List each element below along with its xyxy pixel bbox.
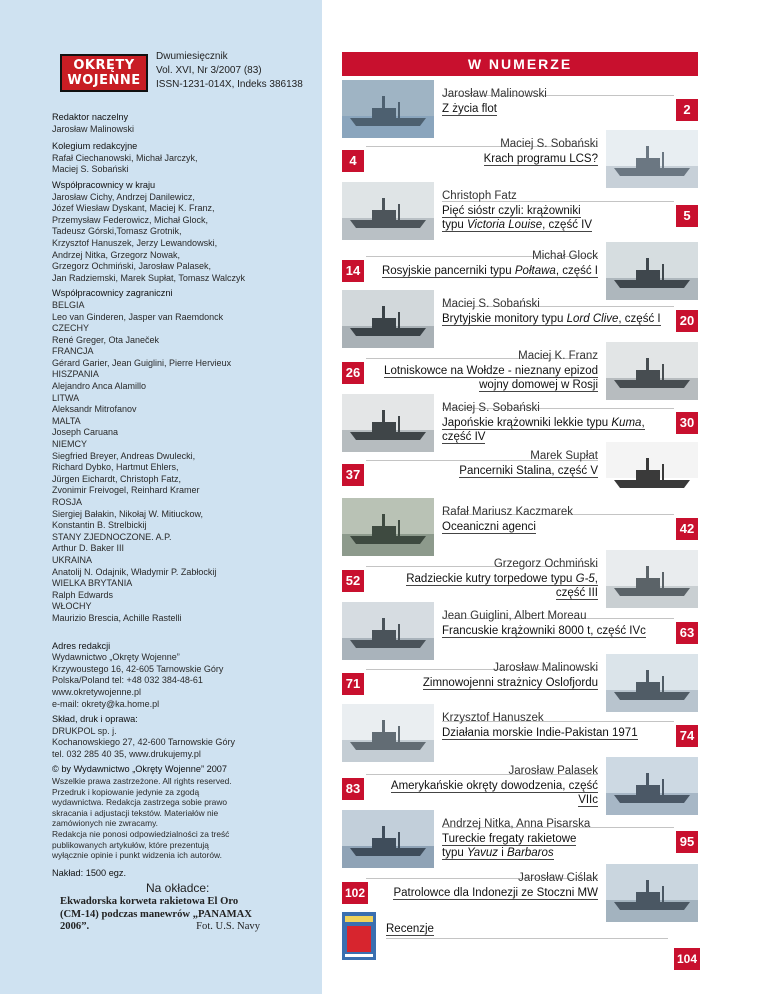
article-title[interactable]: Oceaniczni agenci — [442, 521, 536, 533]
copyright-line: wyłącznie opinie i punkt widzenia ich autorów. — [52, 850, 222, 861]
domestic-line: Andrzej Nitka, Grzegorz Nowak, — [52, 249, 181, 260]
foreign-line: Siergiej Bałakin, Nikołaj W. Mitiuckow, — [52, 508, 204, 519]
domestic-line: Jan Radziemski, Marek Supłat, Tomasz Walczyk — [52, 272, 246, 283]
domestic-line: Przemysław Federowicz, Michał Glock, — [52, 214, 209, 225]
foreign-line: UKRAINA — [52, 554, 93, 565]
toc-entry[interactable] — [342, 808, 698, 862]
foreign-line: Alejandro Anca Alamillo — [52, 381, 147, 392]
separator-rule — [366, 256, 598, 257]
page-number-badge[interactable]: 42 — [676, 518, 698, 540]
article-author: Marek Supłat — [530, 450, 598, 462]
page-number-badge[interactable]: 26 — [342, 362, 364, 384]
domestic-line: Jarosław Cichy, Andrzej Danilewicz, — [52, 191, 195, 202]
foreign-line: WŁOCHY — [52, 601, 92, 612]
board-line: Maciej S. Sobański — [52, 164, 129, 175]
print-heading: Skład, druk i oprawa: — [52, 714, 138, 725]
copyright-line: wydawnictwa. Redakcja zastrzega sobie prawo — [52, 797, 228, 808]
toc-entry[interactable] — [342, 600, 698, 652]
toc-entry[interactable] — [342, 862, 698, 910]
article-title[interactable]: Patrolowce dla Indonezji ze Stoczni MW — [393, 887, 598, 899]
masthead-info — [156, 50, 303, 92]
article-title[interactable]: Pancerniki Stalina, część V — [459, 465, 598, 477]
cover-heading: Na okładce: — [146, 881, 210, 895]
foreign-line: WIELKA BRYTANIA — [52, 578, 133, 589]
page-number-badge[interactable]: 74 — [676, 725, 698, 747]
separator-rule — [366, 566, 598, 567]
foreign-line: CZECHY — [52, 323, 90, 334]
copyright-line: Wszelkie prawa zastrzeżone. All rights reserved. — [52, 776, 232, 787]
article-author: Christoph Fatz — [442, 190, 517, 202]
board-line: Rafał Ciechanowski, Michał Jarczyk, — [52, 152, 198, 163]
cover-description — [60, 896, 300, 934]
article-title[interactable]: VIIc — [578, 794, 598, 806]
foreign-line: Anatolij N. Odajnik, Władymir P. Zabłockij — [52, 566, 217, 577]
toc-entry[interactable] — [342, 240, 698, 288]
article-title[interactable]: Z życia flot — [442, 103, 497, 115]
toc-entry[interactable] — [342, 180, 698, 238]
article-author: Krzysztof Hanuszek — [442, 712, 544, 724]
page-number-badge[interactable]: 63 — [676, 622, 698, 644]
article-title[interactable]: Radzieckie kutry torpedowe typu G-5, — [406, 573, 598, 585]
article-author: Grzegorz Ochmiński — [493, 558, 598, 570]
domestic-line: Grzegorz Ochmiński, Jarosław Palasek, — [52, 261, 212, 272]
print-line: Kochanowskiego 27, 42-600 Tarnowskie Góry — [52, 737, 235, 748]
staff-list — [52, 112, 312, 879]
magazine-logo[interactable] — [60, 54, 148, 92]
foreign-line: Ralph Edwards — [52, 589, 114, 600]
cover-line-with-credit — [60, 921, 300, 934]
website-link[interactable]: www.okretywojenne.pl — [52, 686, 142, 697]
foreign-line: Zvonimir Freivogel, Reinhard Kramer — [52, 485, 200, 496]
article-title[interactable]: Recenzje — [386, 923, 434, 935]
toc-heading: W NUMERZE — [342, 52, 698, 76]
volume: Vol. XVI, Nr 3/2007 (83) — [156, 65, 262, 76]
print-line: DRUKPOL sp. j. — [52, 725, 117, 736]
article-title[interactable]: Pięć sióstr czyli: krążowniki — [442, 205, 581, 217]
article-title[interactable]: Amerykańskie okręty dowodzenia, część — [390, 780, 598, 792]
article-author: Jean Guiglini, Albert Moreau — [442, 610, 587, 622]
foreign-line: Maurizio Brescia, Achille Rastelli — [52, 612, 182, 623]
cover-credit: Fot. U.S. Navy — [196, 921, 260, 933]
page-number-badge[interactable]: 30 — [676, 412, 698, 434]
article-title[interactable]: część IV — [442, 431, 486, 443]
toc-entry[interactable] — [342, 288, 698, 340]
toc-entry[interactable] — [342, 78, 698, 128]
separator-rule — [442, 201, 674, 202]
separator-rule — [442, 721, 674, 722]
page-number-badge[interactable]: 4 — [342, 150, 364, 172]
article-title[interactable]: Działania morskie Indie-Pakistan 1971 — [442, 727, 638, 739]
foreign-line: HISZPANIA — [52, 369, 99, 380]
article-title[interactable]: Tureckie fregaty rakietowe — [442, 833, 577, 845]
print-line: tel. 032 285 40 35, www.drukujemy.pl — [52, 748, 201, 759]
foreign-line: Leo van Ginderen, Jasper van Raemdonck — [52, 311, 224, 322]
article-author: Michał Glock — [532, 250, 598, 262]
toc-entry[interactable] — [342, 910, 698, 970]
cover-line: 2006”. — [60, 921, 90, 933]
foreign-line: Richard Dybko, Hartmut Ehlers, — [52, 462, 179, 473]
page-number-badge[interactable]: 20 — [676, 310, 698, 332]
issn: ISSN-1231-014X, Indeks 386138 — [156, 79, 303, 90]
separator-rule — [366, 460, 598, 461]
domestic-line: Krzysztof Hanuszek, Jerzy Lewandowski, — [52, 237, 218, 248]
separator-rule — [386, 938, 668, 939]
foreign-line: MALTA — [52, 415, 81, 426]
article-title[interactable]: Brytyjskie monitory typu Lord Clive, część I — [442, 313, 661, 325]
book-cover-thumbnail[interactable] — [342, 912, 376, 960]
masthead — [60, 48, 320, 98]
page-number-badge[interactable]: 104 — [674, 948, 700, 970]
foreign-line: Aleksandr Mitrofanov — [52, 404, 137, 415]
page-number-badge[interactable]: 52 — [342, 570, 364, 592]
page-number-badge[interactable]: 5 — [676, 205, 698, 227]
article-title[interactable]: Rosyjskie pancerniki typu Połtawa, część I — [381, 265, 598, 277]
copyright-line: publikowanych artykułów, które prezentują — [52, 839, 209, 850]
copyright-line: skracania i adjustacji tekstów. Materiałów nie — [52, 807, 219, 818]
copyright-line: Redakcja nie ponosi odpowiedzialności za treść — [52, 829, 230, 840]
separator-rule — [442, 618, 674, 619]
foreign-line: Jürgen Eichardt, Christoph Fatz, — [52, 473, 182, 484]
toc-entry[interactable] — [342, 392, 698, 443]
article-title[interactable]: Zimnowojenni strażnicy Oslofjordu — [422, 677, 598, 689]
domestic-heading: Współpracownicy w kraju — [52, 179, 156, 190]
ship-photo-thumbnail[interactable] — [342, 810, 434, 868]
page-number-badge[interactable]: 71 — [342, 673, 364, 695]
page-number-badge[interactable]: 95 — [676, 831, 698, 853]
separator-rule — [442, 514, 674, 515]
foreign-line: Arthur D. Baker III — [52, 543, 125, 554]
board-heading: Kolegium redakcyjne — [52, 141, 138, 152]
frequency: Dwumiesięcznik — [156, 51, 228, 62]
separator-rule — [366, 669, 598, 670]
foreign-line: STANY ZJEDNOCZONE. A.P. — [52, 531, 172, 542]
article-author: Jarosław Malinowski — [442, 88, 547, 100]
ship-photo-thumbnail[interactable] — [606, 442, 698, 500]
article-author: Maciej S. Sobański — [442, 298, 540, 310]
toc-entry[interactable] — [342, 128, 698, 180]
toc-entry[interactable] — [342, 548, 698, 600]
copyright-heading: © by Wydawnictwo „Okręty Wojenne” 2007 — [52, 764, 228, 775]
separator-rule — [366, 358, 598, 359]
article-author: Jarosław Malinowski — [493, 662, 598, 674]
article-author: Rafał Mariusz Kaczmarek — [442, 506, 574, 518]
article-author: Jarosław Ciślak — [518, 872, 598, 884]
foreign-line: Joseph Caruana — [52, 427, 119, 438]
ship-photo-thumbnail[interactable] — [606, 757, 698, 815]
toc-entry[interactable] — [342, 755, 698, 808]
copyright-line: zamówionych nie zwracamy. — [52, 818, 158, 829]
foreign-line: Siegfried Breyer, Andreas Dwulecki, — [52, 450, 196, 461]
foreign-line: René Greger, Ota Janeček — [52, 334, 160, 345]
editor-heading: Redaktor naczelny — [52, 112, 129, 122]
article-title[interactable]: część III — [555, 587, 598, 599]
toc-entry[interactable] — [342, 496, 698, 548]
editor-name: Jarosław Malinowski — [52, 123, 135, 134]
email-link[interactable]: e-mail: okrety@ka.home.pl — [52, 698, 160, 709]
article-author: Maciej S. Sobański — [442, 402, 540, 414]
logo-line1: OKRĘTY — [73, 58, 135, 73]
toc-entry[interactable] — [342, 340, 698, 392]
article-title[interactable]: typu Yavuz i Barbaros — [442, 847, 554, 859]
article-author: Jarosław Palasek — [508, 765, 598, 777]
page-number-badge[interactable]: 83 — [342, 778, 364, 800]
separator-rule — [442, 408, 674, 409]
foreign-line: LITWA — [52, 392, 80, 403]
address-line: Krzywoustego 16, 42-605 Tarnowskie Góry — [52, 663, 224, 674]
article-author: Maciej S. Sobański — [500, 138, 598, 150]
article-title[interactable]: Lotniskowce na Wołdze - nieznany epizod — [384, 365, 598, 377]
domestic-line: Józef Wiesław Dyskant, Maciej K. Franz, — [52, 203, 215, 214]
ship-photo-thumbnail[interactable] — [342, 704, 434, 762]
page-number-badge[interactable]: 14 — [342, 260, 364, 282]
separator-rule — [442, 827, 674, 828]
separator-rule — [442, 306, 674, 307]
article-author: Maciej K. Franz — [518, 350, 598, 362]
foreign-line: FRANCJA — [52, 346, 94, 357]
separator-rule — [442, 95, 674, 96]
article-title[interactable]: Francuskie krążowniki 8000 t, część IVc — [442, 625, 646, 637]
address-line: Wydawnictwo „Okręty Wojenne” — [52, 652, 180, 663]
address-line: Polska/Poland tel: +48 032 384-48-61 — [52, 675, 203, 686]
article-title[interactable]: typu Victoria Louise, część IV — [442, 219, 593, 231]
separator-rule — [366, 878, 598, 879]
address-heading: Adres redakcji — [52, 640, 111, 651]
toc-entry[interactable] — [342, 702, 698, 755]
foreign-line: Gérard Garier, Jean Guiglini, Pierre Hervieux — [52, 357, 232, 368]
article-title[interactable]: Japońskie krążowniki lekkie typu Kuma, — [442, 417, 645, 429]
toc-entry[interactable] — [342, 440, 698, 496]
page-number-badge[interactable]: 37 — [342, 464, 364, 486]
separator-rule — [366, 146, 598, 147]
separator-rule — [366, 774, 598, 775]
page-number-badge[interactable]: 102 — [342, 882, 368, 904]
cover-line: (CM-14) podczas manewrów „PANAMAX — [60, 908, 252, 920]
copyright-line: Przedruk i kopiowanie jedynie za zgodą — [52, 786, 200, 797]
article-title[interactable]: wojny domowej w Rosji — [479, 379, 598, 391]
logo-line2: WOJENNE — [67, 73, 141, 88]
foreign-heading: Współpracownicy zagraniczni — [52, 288, 173, 299]
circulation: Nakład: 1500 egz. — [52, 867, 127, 878]
article-title[interactable]: Krach programu LCS? — [483, 153, 598, 165]
foreign-line: ROSJA — [52, 497, 83, 507]
cover-line: Ekwadorska korweta rakietowa El Oro — [60, 896, 239, 907]
article-author: Andrzej Nitka, Anna Pisarska — [442, 818, 591, 830]
domestic-line: Tadeusz Górski,Tomasz Grotnik, — [52, 226, 182, 237]
ship-photo-thumbnail[interactable] — [342, 182, 434, 240]
page-number-badge[interactable]: 2 — [676, 99, 698, 121]
foreign-line: NIEMCY — [52, 439, 88, 450]
foreign-line: Konstantin B. Strelbickij — [52, 520, 147, 531]
foreign-line: BELGIA — [52, 299, 85, 310]
toc-entry[interactable] — [342, 652, 698, 702]
